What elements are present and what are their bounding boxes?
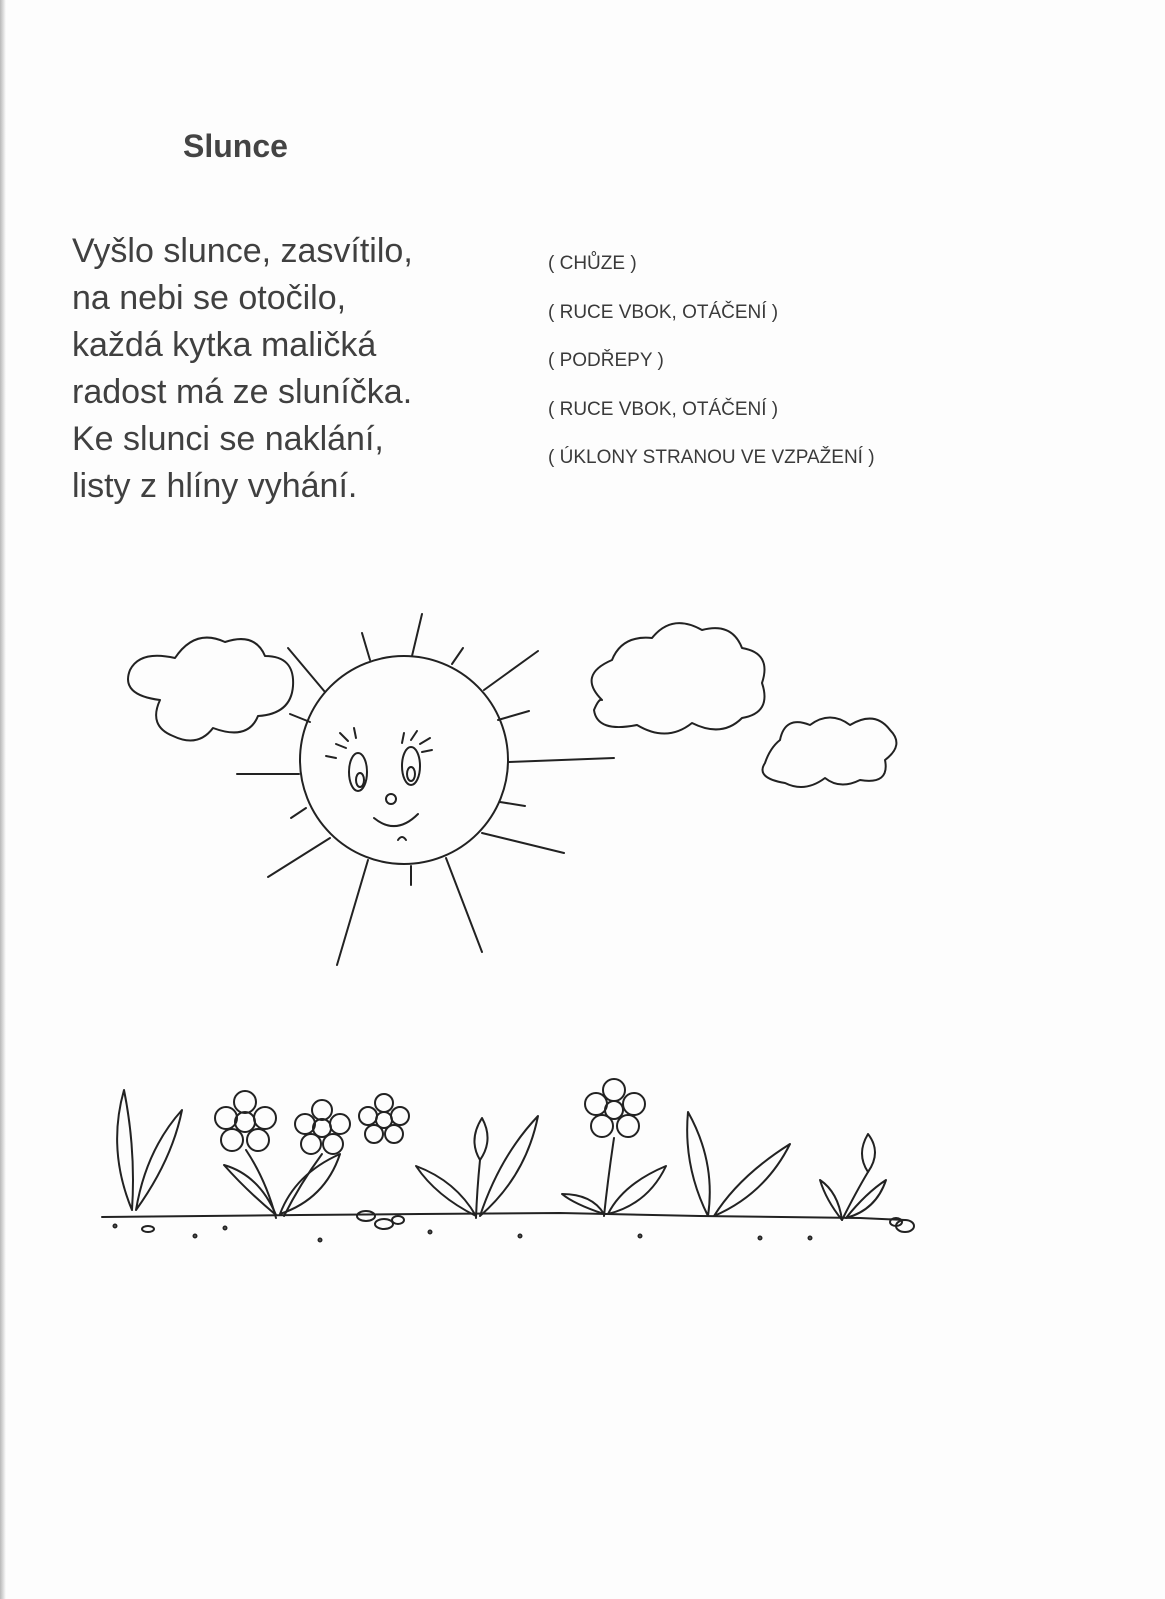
movement-instruction: ( CHŮZE ) (548, 253, 637, 274)
sun-icon (237, 614, 614, 965)
poem-line: na nebi se otočilo, (72, 279, 347, 317)
cloud-icon (592, 623, 765, 733)
cloud-icon (763, 718, 897, 788)
movement-instruction: ( RUCE VBOK, OTÁČENÍ ) (548, 398, 779, 420)
movement-instruction: ( ÚKLONY STRANOU VE VZPAŽENÍ ) (548, 447, 875, 468)
poem-line: každá kytka maličká (72, 326, 377, 364)
movement-instruction: ( PODŘEPY ) (548, 350, 664, 371)
flower-icon (562, 1079, 666, 1216)
cloud-icon (128, 638, 293, 741)
poem-line: radost má ze sluníčka. (72, 373, 413, 411)
ground-icon (102, 1211, 914, 1242)
poem-line: listy z hlíny vyhání. (72, 467, 358, 505)
leaf-icon (117, 1090, 182, 1210)
page-title: Slunce (183, 128, 288, 164)
movement-instruction: ( RUCE VBOK, OTÁČENÍ ) (548, 301, 779, 323)
poem-line: Ke slunci se naklání, (72, 420, 384, 458)
leaf-icon (820, 1134, 886, 1220)
flower-icon (359, 1094, 409, 1143)
leaf-icon (416, 1116, 538, 1218)
flower-icon (284, 1100, 350, 1216)
poem-line: Vyšlo slunce, zasvítilo, (72, 232, 413, 270)
leaf-icon (687, 1112, 790, 1216)
